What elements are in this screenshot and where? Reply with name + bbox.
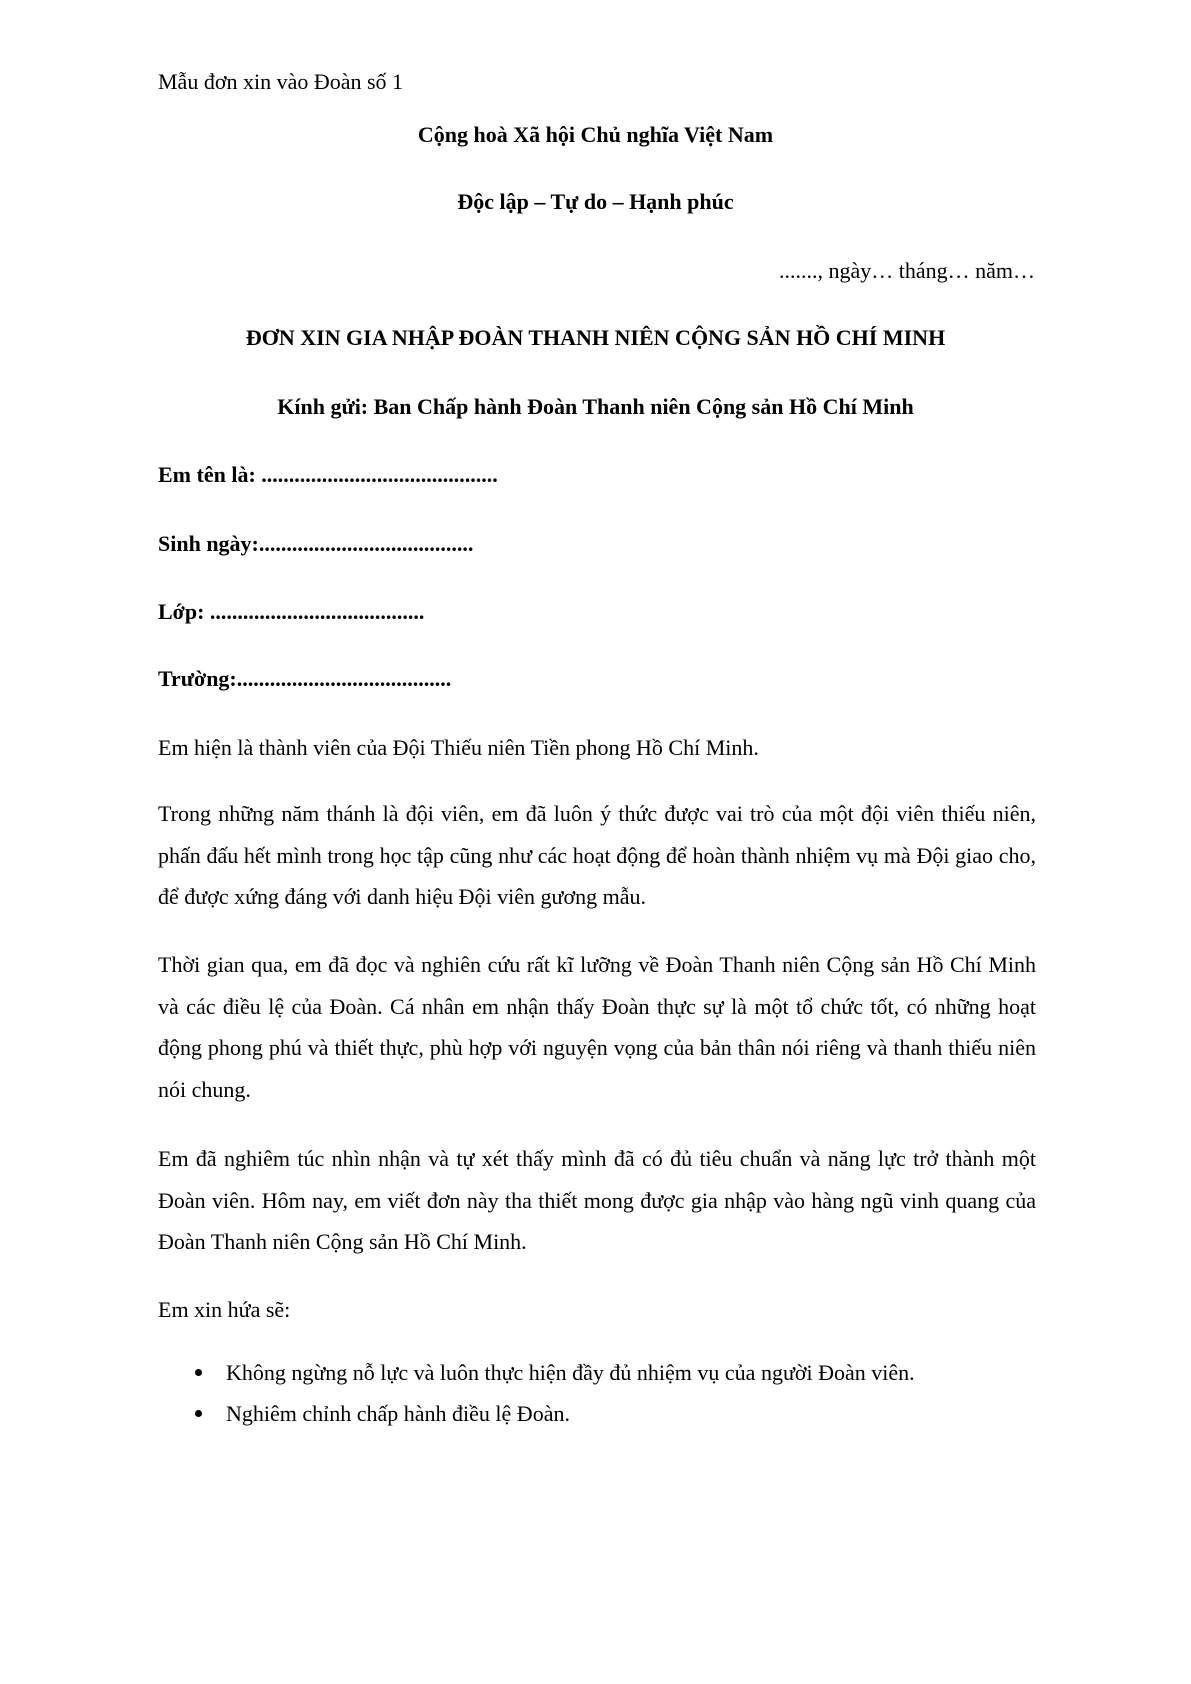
recipient-line: Kính gửi: Ban Chấp hành Đoàn Thanh niên Cộng sản Hồ Chí Minh xyxy=(277,394,914,419)
field-school-label: Trường: xyxy=(158,666,237,691)
form-label: Mẫu đơn xin vào Đoàn số 1 xyxy=(158,69,404,94)
field-class-label: Lớp: xyxy=(158,599,210,624)
field-school-blank[interactable]: ....................................... xyxy=(236,666,452,691)
national-motto: Độc lập – Tự do – Hạnh phúc xyxy=(457,189,734,214)
field-name-blank[interactable]: ........................................... xyxy=(261,462,498,487)
field-school xyxy=(158,665,451,693)
promise-text: Nghiêm chỉnh chấp hành điều lệ Đoàn. xyxy=(226,1401,570,1426)
paragraph-experience: Trong những năm thánh là đội viên, em đã luôn ý thức được vai trò của một đội viên thiếu niên, phấn đấu hết mình trong học tập cũng như các hoạt động để hoàn thành nhiệm vụ mà Đội giao cho, để được xứng đáng với danh hiệu Đội viên gương mẫu. xyxy=(158,801,1036,909)
paragraph-request: Em đã nghiêm túc nhìn nhận và tự xét thấy mình đã có đủ tiêu chuẩn và năng lực trở thành một Đoàn viên. Hôm nay, em viết đơn này tha thiết mong được gia nhập vào hàng ngũ vinh quang của Đoàn Thanh niên Cộng sản Hồ Chí Minh. xyxy=(158,1146,1036,1254)
paragraph-research: Thời gian qua, em đã đọc và nghiên cứu rất kĩ lưỡng về Đoàn Thanh niên Cộng sản Hồ Chí Minh và các điều lệ của Đoàn. Cá nhân em nhận thấy Đoàn thực sự là một tổ chức tốt, có những hoạt động phong phú và thiết thực, phù hợp với nguyện vọng của bản thân nói riêng và thanh thiếu niên nói chung. xyxy=(158,952,1036,1102)
nation-name: Cộng hoà Xã hội Chủ nghĩa Việt Nam xyxy=(417,122,774,147)
bullet-icon xyxy=(195,1369,202,1376)
field-class xyxy=(158,598,424,626)
field-name-label: Em tên là: xyxy=(158,462,262,487)
field-name xyxy=(158,461,498,489)
paragraph-promise-intro: Em xin hứa sẽ: xyxy=(158,1297,291,1322)
paragraph-membership: Em hiện là thành viên của Đội Thiếu niên Tiền phong Hồ Chí Minh. xyxy=(158,735,759,760)
field-class-blank[interactable]: ....................................... xyxy=(209,599,425,624)
promise-item xyxy=(158,1352,1036,1393)
promise-item xyxy=(158,1393,1036,1434)
promise-list xyxy=(158,1352,1036,1434)
field-birthdate-blank[interactable]: ....................................... xyxy=(258,531,474,556)
field-birthdate-label: Sinh ngày: xyxy=(158,531,259,556)
field-birthdate xyxy=(158,530,473,558)
date-line: ......., ngày… tháng… năm… xyxy=(778,258,1035,283)
promise-text: Không ngừng nỗ lực và luôn thực hiện đầy đủ nhiệm vụ của người Đoàn viên. xyxy=(226,1360,915,1385)
bullet-icon xyxy=(195,1410,202,1417)
document-title: ĐƠN XIN GIA NHẬP ĐOÀN THANH NIÊN CỘNG SẢN HỒ CHÍ MINH xyxy=(245,325,946,350)
